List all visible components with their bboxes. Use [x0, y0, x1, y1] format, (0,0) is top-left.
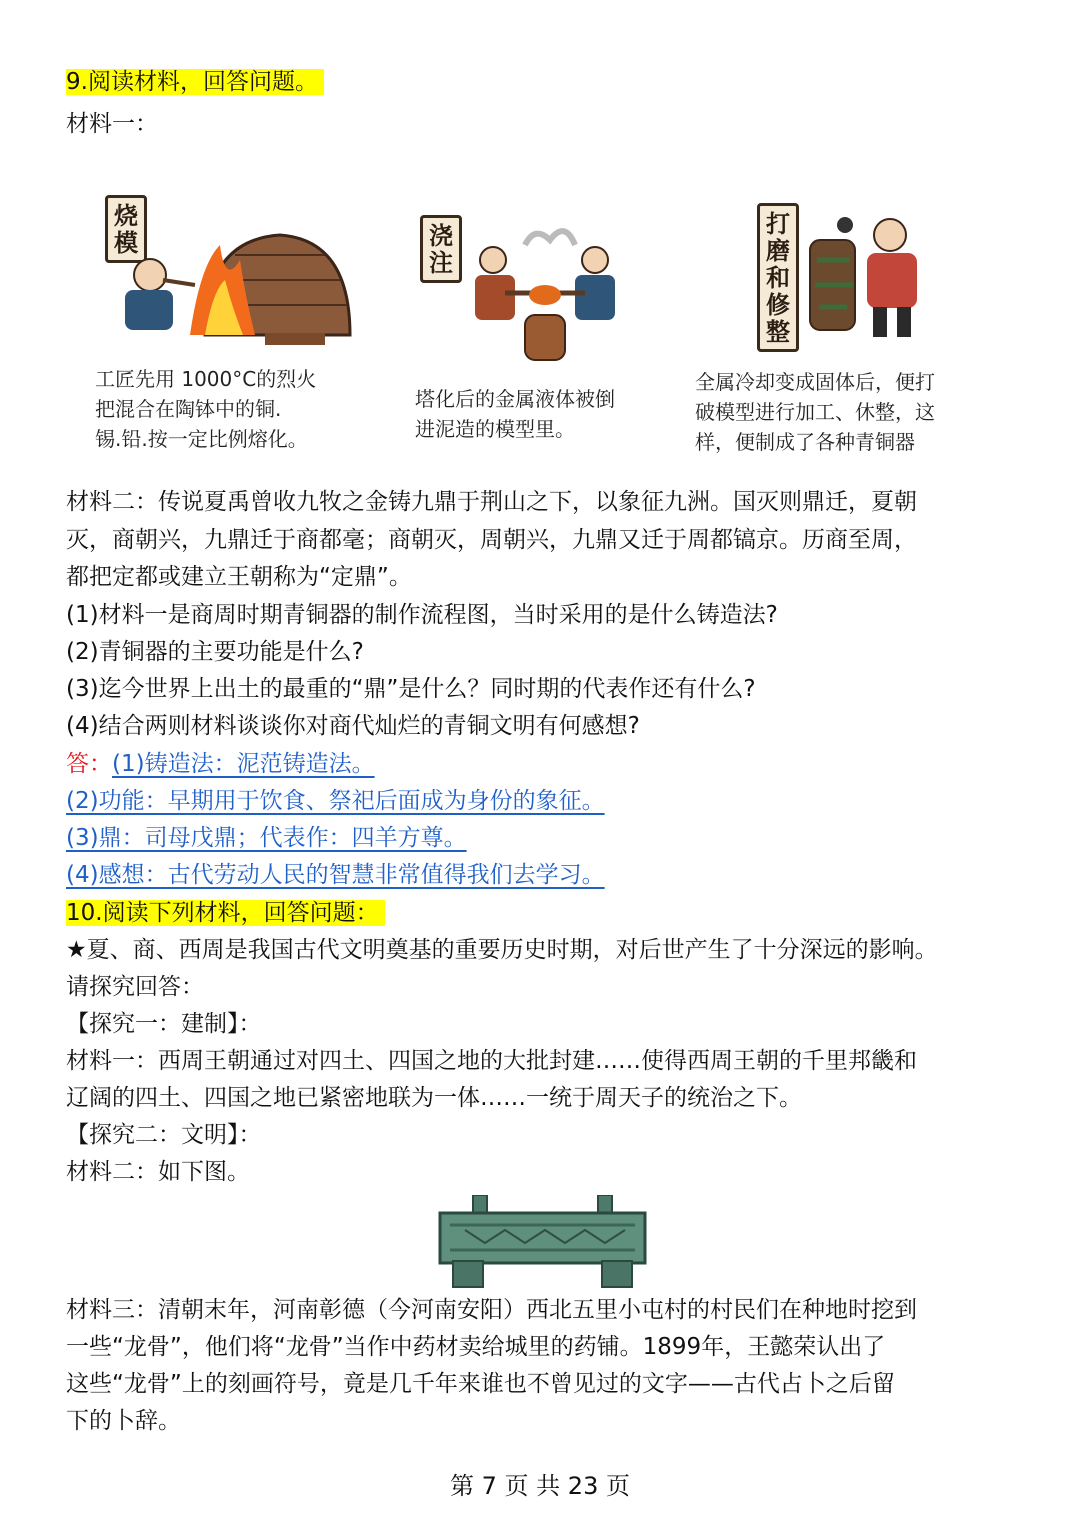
question: (4)结合两则材料谈谈你对商代灿烂的青铜文明有何感想?	[66, 713, 640, 739]
q10-material3-line: 这些“龙骨”上的刻画符号，竟是几千年来谁也不曾见过的文字——古代占卜之后留	[66, 1371, 895, 1397]
q10-material3-line: 材料三：清朝末年，河南彰德（今河南安阳）西北五里小屯村的村民们在种地时挖到	[66, 1297, 917, 1323]
caption-line: 工匠先用 1000°C的烈火	[95, 367, 317, 391]
q10-material3-line: 下的卜辞。	[66, 1408, 181, 1434]
caption-line: 塔化后的金属液体被倒	[415, 387, 615, 411]
answer-key: 答：	[66, 751, 112, 777]
polishing-illustration	[695, 185, 985, 360]
answer-line	[66, 746, 375, 782]
page-number: 第 7 页 共 23 页	[450, 1472, 630, 1500]
answer: (2)功能：早期用于饮食、祭祀后面成为身份的象征。	[66, 788, 605, 814]
q10-material1-line: 材料一：西周王朝通过对四土、四国之地的大批封建……使得西周王朝的千里邦畿和	[66, 1048, 917, 1074]
question: (2)青铜器的主要功能是什么?	[66, 639, 364, 665]
answer: (1)铸造法：泥范铸造法。	[112, 751, 375, 777]
q10-intro-line: ★夏、商、西周是我国古代文明奠基的重要历史时期，对后世产生了十分深远的影响。	[66, 937, 938, 963]
caption-line: 把混合在陶钵中的铜.	[95, 397, 282, 421]
panel-shaomo	[95, 185, 365, 475]
q9-material2-line: 都把定都或建立王朝称为“定鼎”。	[66, 564, 412, 590]
q10-material2: 材料二：如下图。	[66, 1159, 250, 1185]
caption-line: 破模型进行加工、休整，这	[695, 400, 935, 424]
pouring-illustration	[415, 185, 665, 375]
caption-line: 样，便制成了各种青铜器	[695, 430, 915, 454]
q9-material2-line: 材料二：传说夏禹曾收九牧之金铸九鼎于荆山之下，以象征九洲。国灭则鼎迁，夏朝	[66, 489, 917, 515]
explore-heading: 【探究二：文明】：	[66, 1122, 262, 1148]
q9-material2-line: 灭，商朝兴，九鼎迁于商都毫；商朝灭，周朝兴，九鼎又迁于周都镐京。历商至周，	[66, 527, 917, 553]
q10-material1-line: 辽阔的四土、四国之地已紧密地联为一体……一统于周天子的统治之下。	[66, 1085, 802, 1111]
q9-material1-label: 材料一：	[66, 111, 158, 137]
question: (3)迄今世界上出土的最重的“鼎”是什么？同时期的代表作还有什么?	[66, 676, 756, 702]
q10-material3-line: 一些“龙骨”，他们将“龙骨”当作中药材卖给城里的药铺。1899年，王懿荣认出了	[66, 1334, 886, 1360]
caption-line: 全属冷却变成固体后，便打	[695, 370, 935, 394]
q10-intro-line: 请探究回答：	[66, 974, 204, 1000]
answer: (4)感想：古代劳动人民的智慧非常值得我们去学习。	[66, 862, 605, 888]
q10-title: 10.阅读下列材料，回答问题：	[66, 895, 385, 931]
panel-stamp: 烧模	[105, 195, 147, 263]
panel-stamp: 浇注	[420, 215, 462, 283]
bronze-ding-image	[435, 1195, 650, 1290]
explore-heading: 【探究一：建制】：	[66, 1011, 262, 1037]
panel-damo	[695, 185, 985, 475]
caption-line: 进泥造的模型里。	[415, 417, 575, 441]
panel-jiaozhu	[415, 185, 665, 475]
kiln-illustration	[95, 185, 365, 355]
answer: (3)鼎：司母戊鼎；代表作：四羊方尊。	[66, 825, 467, 851]
q9-title: 9.阅读材料，回答问题。	[66, 64, 324, 100]
question: (1)材料一是商周时期青铜器的制作流程图，当时采用的是什么铸造法?	[66, 602, 778, 628]
caption-line: 锡.铅.按一定比例熔化。	[95, 427, 308, 451]
panel-stamp: 打磨和修整	[757, 203, 799, 352]
